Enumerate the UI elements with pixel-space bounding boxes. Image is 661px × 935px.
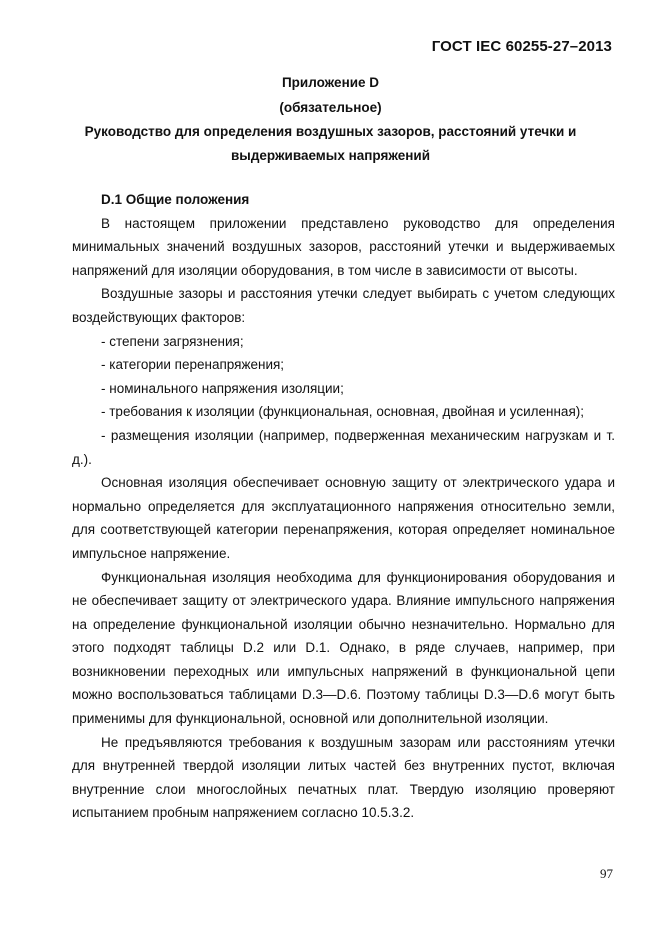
paragraph-functional-insulation: Функциональная изоляция необходима для функционирования оборудования и не обеспечивает защиту от электрического удара. Влияние импульсного напряжения на определение функциональной изоляции обычно незначительно. Нормально для этого подходят таблицы D.2 или D.1. Однако, в ряде случаев, например, при возникновении переходных или импульсных напряжений в функциональной цепи можно воспользоваться таблицами D.3—D.6. Поэтому таблицы D.3—D.6 могут быть применимы для функциональной, основной или дополнительной изоляции. — [72, 569, 615, 727]
paragraph-solid-insulation: Не предъявляются требования к воздушным зазорам или расстояниям утечки для внутренней твердой изоляции литых частей без внутренних пустот, включая внутренние слои многослойных печатных плат. Твердую изоляцию проверяют испытанием пробным напряжением согласно 10.5.3.2. — [72, 734, 615, 821]
annex-title: Приложение D — [281, 75, 380, 90]
section-title: D.1 Общие положения — [101, 192, 250, 207]
list-item-rated-voltage: - номинального напряжения изоляции; — [101, 380, 344, 396]
list-item-insulation-placement: - размещения изоляции (например, подверженная механическим нагрузкам и т. д.). — [72, 427, 615, 467]
paragraph-intro: В настоящем приложении представлено руководство для определения минимальных значений воздушных зазоров, расстояний утечки и выдерживаемых напряжений для изоляции оборудования, в том числе в зависимости от высоты. — [72, 215, 615, 278]
list-item-overvoltage: - категории перенапряжения; — [101, 357, 285, 373]
annex-subtitle-line-2: выдерживаемых напряжений — [231, 148, 430, 163]
list-item-insulation-requirements: - требования к изоляции (функциональная, основная, двойная и усиленная); — [101, 404, 584, 420]
standard-code: ГОСТ IEC 60255-27–2013 — [431, 38, 612, 55]
paragraph-factors: Воздушные зазоры и расстояния утечки следует выбирать с учетом следующих воздействующих факторов: — [72, 286, 615, 325]
page-number: 97 — [600, 866, 613, 881]
paragraph-basic-insulation: Основная изоляция обеспечивает основную защиту от электрического удара и нормально определяется для эксплуатационного напряжения относительно земли, для соответствующей категории перенапряжения, которая определяет номинальное импульсное напряжение. — [72, 475, 615, 561]
list-item-pollution: - степени загрязнения; — [101, 333, 244, 349]
annex-subtitle-line-1: Руководство для определения воздушных зазоров, расстояний утечки и — [84, 124, 577, 139]
annex-status: (обязательное) — [279, 100, 382, 115]
document-body — [72, 188, 615, 825]
